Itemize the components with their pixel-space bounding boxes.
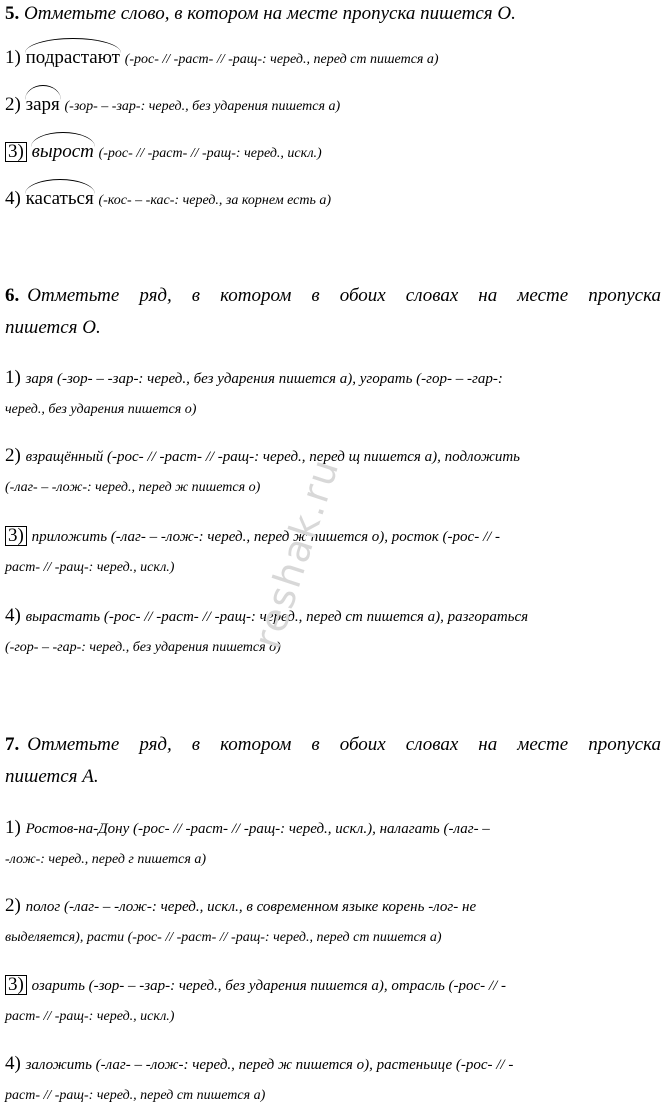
option-word: касаться <box>25 188 94 209</box>
q7-prompt-1: Отметьте ряд, в котором в обоих словах на месте пропуска <box>27 734 661 755</box>
q5-prompt: Отметьте слово, в котором на месте пропуска пишется О. <box>24 3 516 24</box>
option-number: 2) <box>5 94 21 115</box>
option-number: 4) <box>5 188 21 209</box>
option-number: 1) <box>5 47 21 68</box>
q5-option-4 <box>5 187 331 213</box>
option-text: полог (-лаг- – -лож-: черед., искл., в современном языке корень -лог- не <box>25 899 477 915</box>
q6-prompt-1: Отметьте ряд, в котором в обоих словах на месте пропуска <box>27 285 661 306</box>
q7-option-3-selected <box>5 973 506 998</box>
option-number: 4) <box>5 1053 21 1074</box>
option-text: озарить (-зор- – -зар-: черед., без ударения пишется а), отрасль (-рос- // - <box>31 978 507 994</box>
option-note: (-рос- // -раст- // -ращ-: черед., искл.) <box>98 146 322 161</box>
q7-prompt-line-1 <box>5 733 661 757</box>
option-text: Ростов-на-Дону (-рос- // -раст- // -ращ-: черед., искл.), налагать (-лаг- – <box>25 821 490 837</box>
q7-prompt-line-2: пишется А. <box>5 766 99 787</box>
q7-option-1 <box>5 816 490 841</box>
q7-option-3-cont: раст- // -ращ-: черед., искл.) <box>5 1009 175 1024</box>
watermark: reshak.ru <box>245 452 348 654</box>
q6-prompt-line-1 <box>5 284 661 308</box>
option-text: заложить (-лаг- – -лож-: черед., перед ж пишется о), растеньице (-рос- // - <box>25 1057 514 1073</box>
option-word: заря <box>25 94 60 115</box>
q6-option-3-cont: раст- // -ращ-: черед., искл.) <box>5 560 175 575</box>
q6-prompt-line-2: пишется О. <box>5 317 101 338</box>
option-number: 1) <box>5 367 21 388</box>
option-note: (-кос- – -кас-: черед., за корнем есть а) <box>98 193 332 208</box>
option-number: 2) <box>5 445 21 466</box>
q6-option-1 <box>5 366 503 391</box>
q6-option-3-selected <box>5 524 500 549</box>
q7-option-1-cont: -лож-: черед., перед г пишется а) <box>5 852 206 867</box>
q5-option-3-selected <box>5 140 322 166</box>
option-word: подрастают <box>25 47 120 68</box>
option-text: заря (-зор- – -зар-: черед., без ударения пишется а), угорать (-гор- – -гар-: <box>25 371 503 387</box>
q6-option-1-cont: черед., без ударения пишется о) <box>5 402 197 417</box>
option-text: вырастать (-рос- // -раст- // -ращ-: черед., перед ст пишется а), разгораться <box>25 609 529 625</box>
q6-option-2 <box>5 444 520 469</box>
q5-prompt-line <box>5 2 516 26</box>
q7-number: 7. <box>5 734 20 755</box>
q7-option-4-cont: раст- // -ращ-: черед., перед ст пишется а) <box>5 1088 266 1103</box>
q5-option-2 <box>5 93 340 119</box>
option-number: 2) <box>5 895 21 916</box>
q7-option-2 <box>5 894 476 919</box>
option-word: вырост <box>31 141 94 162</box>
q7-option-2-cont: выделяется), расти (-рос- // -раст- // -ращ-: черед., перед ст пишется а) <box>5 930 442 945</box>
option-number: 4) <box>5 605 21 626</box>
option-note: (-рос- // -раст- // -ращ-: черед., перед ст пишется а) <box>124 52 439 67</box>
q6-option-4-cont: (-гор- – -гар-: черед., без ударения пишется о) <box>5 640 281 655</box>
option-number: 1) <box>5 817 21 838</box>
q5-number: 5. <box>5 3 20 24</box>
answer-box: 3) <box>5 142 27 162</box>
answer-box: 3) <box>5 526 27 546</box>
option-note: (-зор- – -зар-: черед., без ударения пишется а) <box>64 99 341 114</box>
q6-option-2-cont: (-лаг- – -лож-: черед., перед ж пишется о) <box>5 480 261 495</box>
option-text: взращённый (-рос- // -раст- // -ращ-: черед., перед щ пишется а), подложить <box>25 449 520 465</box>
answer-box: 3) <box>5 975 27 995</box>
q7-option-4 <box>5 1052 513 1077</box>
q6-number: 6. <box>5 285 20 306</box>
q5-option-1 <box>5 46 439 72</box>
option-text: приложить (-лаг- – -лож-: черед., перед ж пишется о), росток (-рос- // - <box>31 529 501 545</box>
